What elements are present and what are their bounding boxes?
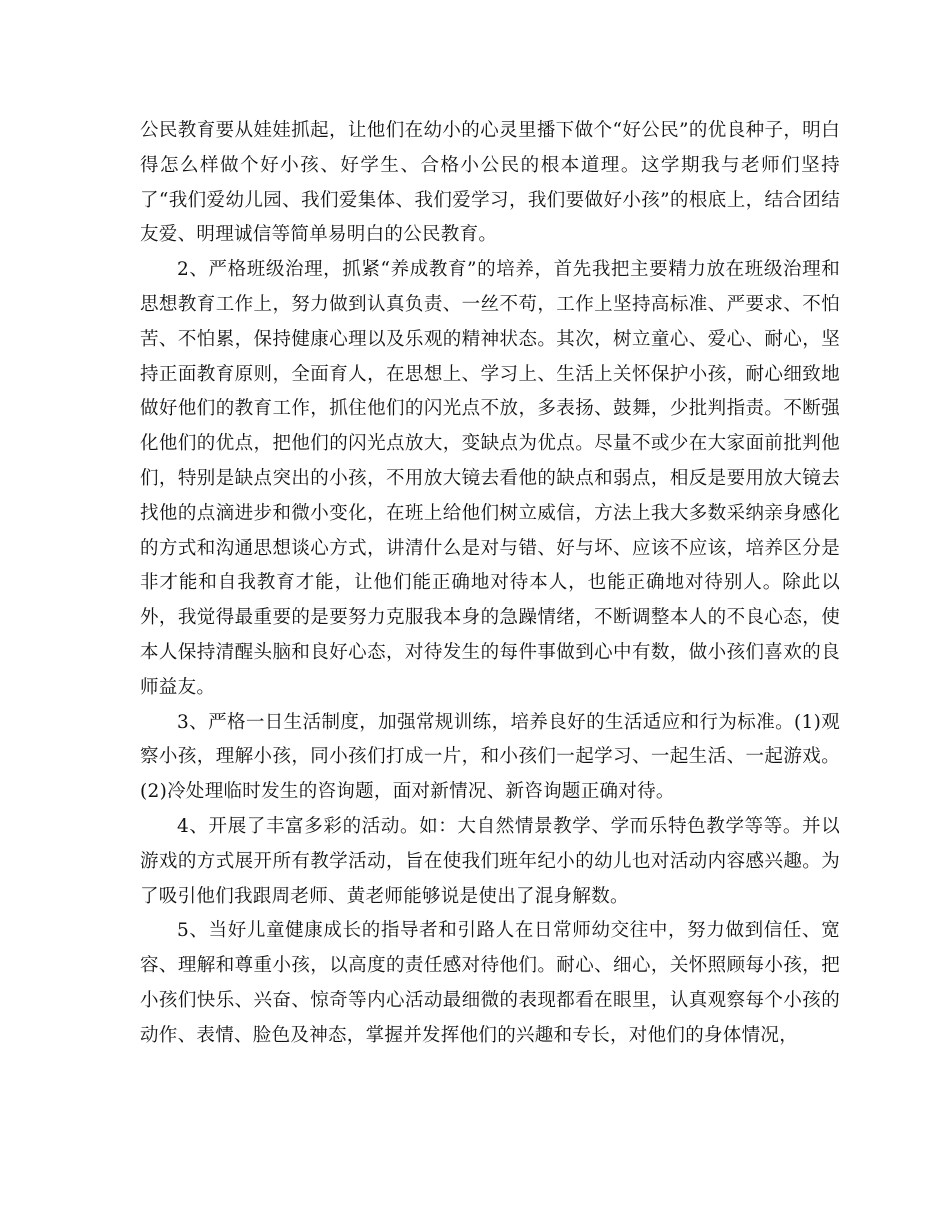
document-body — [140, 114, 840, 1054]
paragraph-daily-routine: 3、严格一日生活制度，加强常规训练，培养良好的生活适应和行为标准。(1)观察小孩，理解小孩，同小孩们打成一片，和小孩们一起学习、一起生活、一起游戏。(2)冷处理临时发生的咨询题，面对新情况、新咨询题正确对待。 — [140, 711, 841, 803]
paragraph-activities: 4、开展了丰富多彩的活动。如：大自然情景教学、学而乐特色教学等等。并以游戏的方式展开所有教学活动，旨在使我们班年纪小的幼儿也对活动内容感兴趣。为了吸引他们我跟周老师、黄老师能够说是使出了混身解数。 — [140, 815, 840, 907]
paragraph-civic-education: 公民教育要从娃娃抓起，让他们在幼小的心灵里播下做个“好公民”的优良种子，明白得怎么样做个好小孩、好学生、合格小公民的根本道理。这学期我与老师们坚持了“我们爱幼儿园、我们爱集体、我们爱学习，我们要做好小孩”的根底上，结合团结友爱、明理诚信等简单易明白的公民教育。 — [140, 120, 840, 246]
paragraph-class-management: 2、严格班级治理，抓紧“养成教育”的培养，首先我把主要精力放在班级治理和思想教育工作上，努力做到认真负责、一丝不苟，工作上坚持高标准、严要求、不怕苦、不怕累，保持健康心理以及乐观的精神状态。其次，树立童心、爱心、耐心，坚持正面教育原则，全面育人，在思想上、学习上、生活上关怀保护小孩，耐心细致地做好他们的教育工作，抓住他们的闪光点不放，多表扬、鼓舞，少批判指责。不断强化他们的优点，把他们的闪光点放大，变缺点为优点。尽量不或少在大家面前批判他们，特别是缺点突出的小孩，不用放大镜去看他的缺点和弱点，相反是要用放大镜去找他的点滴进步和微小变化，在班上给他们树立威信，方法上我大多数采纳亲身感化的方式和沟通思想谈心方式，讲清什么是对与错、好与坏、应该不应该，培养区分是非才能和自我教育才能，让他们能正确地对待本人，也能正确地对待别人。除此以外，我觉得最重要的是要努力克服我本身的急躁情绪，不断调整本人的不良心态，使本人保持清醒头脑和良好心态，对待发生的每件事做到心中有数，做小孩们喜欢的良师益友。 — [140, 259, 840, 698]
paragraph-guidance: 5、当好儿童健康成长的指导者和引路人在日常师幼交往中，努力做到信任、宽容、理解和尊重小孩，以高度的责任感对待他们。耐心、细心，关怀照顾每小孩，把小孩们快乐、兴奋、惊奇等内心活动最细微的表现都看在眼里，认真观察每个小孩的动作、表情、脸色及神态，掌握并发挥他们的兴趣和专长，对他们的身体情况， — [140, 920, 840, 1046]
